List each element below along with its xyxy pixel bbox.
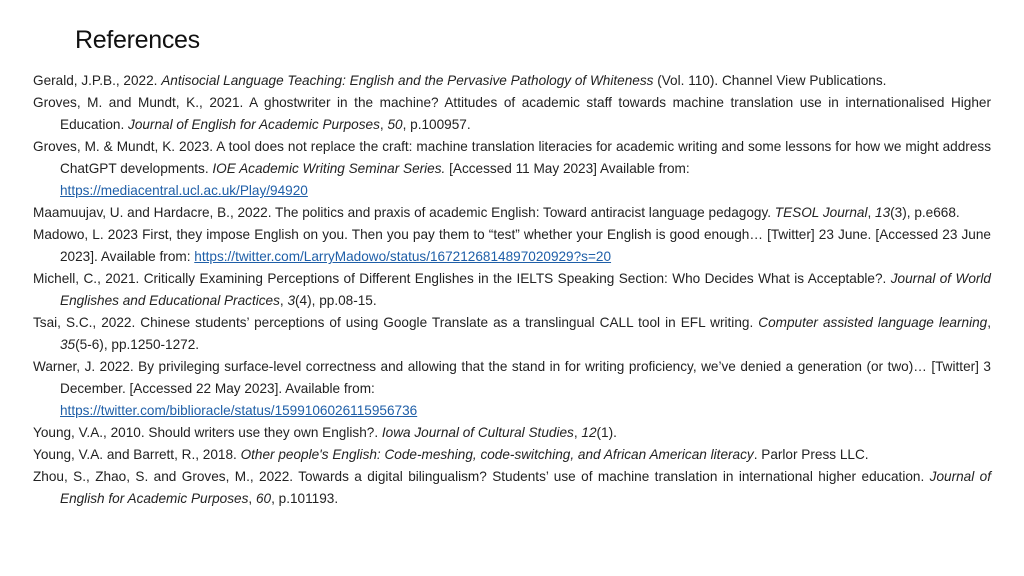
ref-volume: 60 <box>255 491 272 506</box>
ref-text: Gerald, J.P.B., 2022. <box>33 73 162 88</box>
reference-item <box>33 136 991 202</box>
ref-text: , <box>248 491 256 506</box>
reference-item <box>33 224 991 268</box>
ref-text: Michell, C., 2021. Critically Examining Perceptions of Different Englishes in the IELTS Speaking Section: Who Decides What is Acceptable?. <box>33 271 891 286</box>
ref-text: Maamuujav, U. and Hardacre, B., 2022. The politics and praxis of academic English: Toward antiracist language pedagogy. <box>33 205 775 220</box>
reference-list <box>33 70 991 510</box>
ref-text: Young, V.A., 2010. Should writers use they own English?. <box>33 425 382 440</box>
ref-volume: 50 <box>387 117 403 132</box>
ref-text: Young, V.A. and Barrett, R., 2018. <box>33 447 241 462</box>
ref-volume: 35 <box>60 337 76 352</box>
ref-title: TESOL Journal <box>774 205 868 220</box>
ref-text: , <box>867 205 876 220</box>
ref-text: Groves, M. and Mundt, K., 2021. A ghostwriter in the machine? Attitudes of academic staff towards machine translation use in internationalised Higher Education. <box>33 95 991 132</box>
ref-title: Antisocial Language Teaching: English and the Pervasive Pathology of Whiteness <box>161 73 654 88</box>
ref-text: (Vol. 110). Channel View Publications. <box>653 73 887 88</box>
ref-text: , p.100957. <box>402 117 471 132</box>
ref-text: Zhou, S., Zhao, S. and Groves, M., 2022. Towards a digital bilingualism? Students’ use of machine translation in international higher education. <box>33 469 930 484</box>
ref-text: , p.101193. <box>271 491 339 506</box>
ref-volume: 13 <box>875 205 891 220</box>
reference-item <box>33 422 991 444</box>
ref-text: Warner, J. 2022. By privileging surface-level correctness and allowing that the stand in for writing proficiency, we’ve denied a generation (or two)… [Twitter] 3 December. [Accessed 22 May 2023]. Available from: <box>33 359 991 396</box>
ref-title: Journal of English for Academic Purposes <box>60 469 991 506</box>
ref-text: (1). <box>596 425 617 440</box>
reference-item <box>33 466 991 510</box>
ref-text: , <box>987 315 991 330</box>
ref-text: , <box>279 293 288 308</box>
ref-title: Iowa Journal of Cultural Studies <box>381 425 574 440</box>
ref-text: (3), p.e668. <box>890 205 960 220</box>
reference-item <box>33 312 991 356</box>
ref-title: Computer assisted language learning <box>758 315 988 330</box>
ref-text: (5-6), pp.1250-1272. <box>75 337 200 352</box>
ref-text: . Parlor Press LLC. <box>753 447 869 462</box>
ref-text: , <box>573 425 582 440</box>
reference-item <box>33 92 991 136</box>
page-title: References <box>75 26 200 54</box>
ref-volume: 12 <box>581 425 597 440</box>
ref-text: Tsai, S.C., 2022. Chinese students’ perceptions of using Google Translate as a translingual CALL tool in EFL writing. <box>33 315 759 330</box>
ref-volume: 3 <box>287 293 296 308</box>
reference-item <box>33 356 991 422</box>
reference-link[interactable]: https://twitter.com/biblioracle/status/1599106026115956736 <box>60 403 418 418</box>
ref-text: Groves, M. & Mundt, K. 2023. A tool does not replace the craft: machine translation literacies for academic writing and some lessons for how we might address ChatGPT developments. <box>33 139 991 176</box>
ref-title: IOE Academic Writing Seminar Series. <box>212 161 446 176</box>
ref-text: , <box>379 117 388 132</box>
reference-item <box>33 70 991 92</box>
reference-link[interactable]: https://twitter.com/LarryMadowo/status/1672126814897020929?s=20 <box>194 249 612 264</box>
ref-title: Other people's English: Code-meshing, code-switching, and African American literacy <box>240 447 754 462</box>
ref-title: Journal of English for Academic Purposes <box>128 117 380 132</box>
reference-item <box>33 268 991 312</box>
reference-link[interactable]: https://mediacentral.ucl.ac.uk/Play/94920 <box>60 183 308 198</box>
ref-text: Madowo, L. 2023 First, they impose English on you. Then you pay them to “test” whether your English is good enough… [Twitter] 23 June. [Accessed 23 June 2023]. Available from: <box>33 227 991 264</box>
ref-text: [Accessed 11 May 2023] Available from: <box>445 161 690 176</box>
reference-item <box>33 202 991 224</box>
ref-title: Journal of World Englishes and Educational Practices <box>60 271 991 308</box>
reference-item <box>33 444 991 466</box>
ref-text: (4), pp.08-15. <box>295 293 377 308</box>
